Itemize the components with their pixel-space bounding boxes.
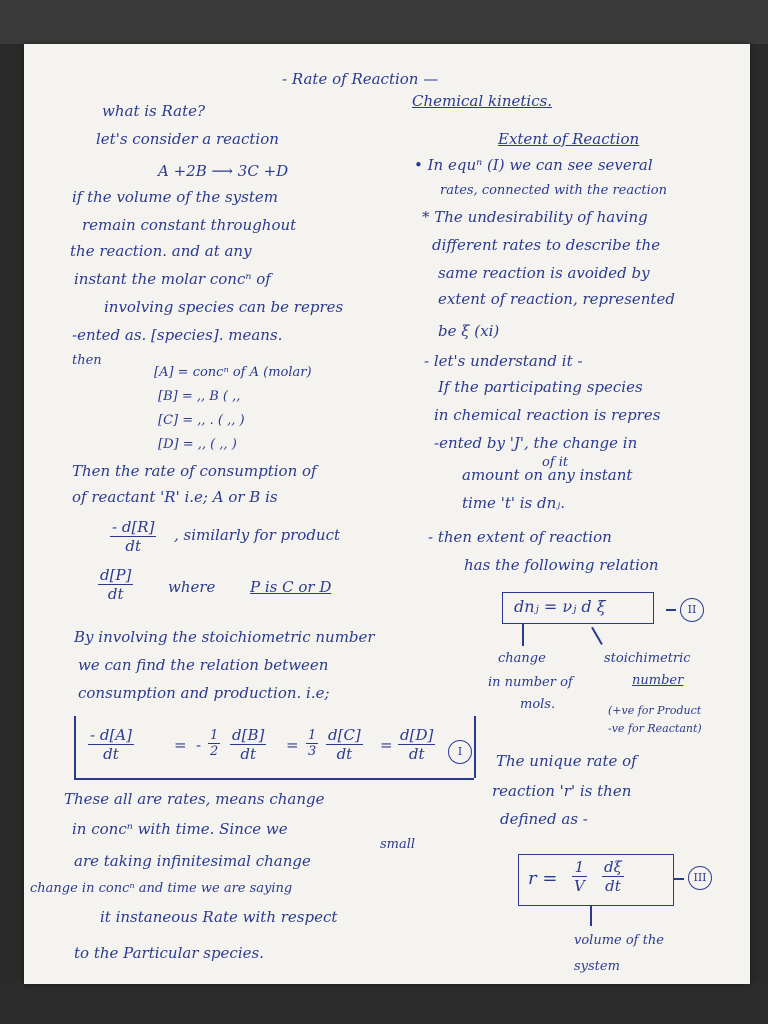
rate-reactant-den: dt (125, 537, 142, 555)
then-label: then (72, 353, 102, 368)
eq1-a-num: - d[A] (90, 726, 132, 744)
right-line-15: has the following relation (464, 556, 659, 574)
eq1-c-num: d[C] (328, 726, 361, 744)
eq1-a-fraction (88, 726, 134, 763)
eq1-b-coef-den: 2 (210, 744, 219, 759)
eq3-f1-num: 1 (572, 858, 587, 877)
left-line-1: what is Rate? (102, 102, 206, 120)
eq1-c-coef-num: 1 (308, 728, 317, 743)
right-line-7: be ξ (xi) (438, 322, 500, 340)
eq3-dash (674, 878, 684, 880)
similarly-text: , similarly for product (174, 526, 341, 544)
right-line-11: -ented by 'J', the change in (434, 434, 638, 452)
eq2-dash (666, 609, 676, 611)
eq1-c-coef (306, 728, 318, 759)
sign-note-1: (+ve for Product (608, 704, 702, 717)
eq1-b-fraction (230, 726, 266, 763)
right-line-17: reaction 'r' is then (492, 782, 632, 800)
p-is-text: P is C or D (250, 578, 332, 596)
left-line-16: are taking infinitesimal change (74, 852, 311, 870)
volume-label-2: system (574, 959, 620, 974)
right-line-14: - then extent of reaction (428, 528, 612, 546)
eq1-tag: I (448, 740, 472, 764)
left-line-6: instant the molar concⁿ of (74, 270, 271, 288)
eq2-tag: II (680, 598, 704, 622)
right-line-3: * The undesirability of having (422, 208, 648, 226)
eq3-fraction-1 (572, 858, 587, 895)
sign-note-2: -ve for Reactant) (608, 722, 702, 735)
rate-product-fraction (98, 566, 133, 603)
page-title: - Rate of Reaction — (282, 70, 439, 88)
left-line-17: change in concⁿ and time we are saying (30, 881, 293, 896)
eq1-c-fraction (326, 726, 363, 763)
eq1-right-bar (474, 716, 476, 778)
volume-label-1: volume of the (574, 933, 664, 948)
eq3-f2-num: dξ (604, 858, 622, 876)
conc-line-a: [A] = concⁿ of A (molar) (154, 365, 312, 380)
right-line-13: time 't' is dnⱼ. (462, 494, 565, 512)
eq2-arrow-change (522, 624, 524, 646)
left-line-14: These all are rates, means change (64, 790, 325, 808)
eq2-arrow-stoich (591, 627, 602, 645)
right-line-6: extent of reaction, represented (438, 290, 675, 308)
notebook-page (24, 44, 750, 984)
left-line-4: remain constant throughout (82, 216, 297, 234)
eq1-a-den: dt (103, 745, 119, 763)
eq1-equals-3: = (380, 736, 393, 754)
reaction-equation: A +2B ⟶ 3C +D (158, 162, 289, 180)
page-subtitle: Chemical kinetics. (412, 92, 553, 110)
left-line-8: -ented as. [species]. means. (72, 326, 283, 344)
left-line-12: we can find the relation between (78, 656, 329, 674)
where-text: where (168, 578, 216, 596)
stoich-label-1: stoichimetric (604, 651, 691, 666)
right-line-12: amount on any instant (462, 466, 633, 484)
of-it-annotation: of it (542, 455, 569, 470)
eq1-minus: - (196, 736, 202, 754)
right-line-5: same reaction is avoided by (438, 264, 650, 282)
rate-reactant-num: - d[R] (112, 518, 155, 536)
left-line-2: let's consider a reaction (96, 130, 279, 148)
eq3-f1-den: V (574, 877, 585, 895)
eq1-underline (74, 778, 474, 780)
right-line-18: defined as - (500, 810, 588, 828)
stoich-label-2: number (632, 673, 684, 688)
eq1-equals-2: = (286, 736, 299, 754)
eq1-b-den: dt (240, 745, 256, 763)
rate-product-den: dt (107, 585, 124, 603)
right-line-1: • In equⁿ (I) we can see several (414, 156, 653, 174)
background-top (0, 0, 768, 44)
conc-line-d: [D] = ,, ( ,, ) (158, 437, 237, 452)
eq1-b-coef (208, 728, 220, 759)
eq1-b-coef-num: 1 (210, 728, 219, 743)
rate-product-num: d[P] (100, 566, 132, 584)
left-line-15: in concⁿ with time. Since we (72, 820, 288, 838)
eq1-equals-1: = (174, 736, 187, 754)
small-annotation: small (380, 837, 416, 852)
eq1-left-bar (74, 716, 76, 778)
eq3-lhs: r = (528, 868, 558, 889)
right-line-9: If the participating species (438, 378, 643, 396)
left-line-13: consumption and production. i.e; (78, 684, 330, 702)
eq1-d-den: dt (408, 745, 425, 763)
left-line-9: Then the rate of consumption of (72, 462, 317, 480)
conc-line-c: [C] = ,, . ( ,, ) (158, 413, 245, 428)
eq1-c-den: dt (336, 745, 353, 763)
conc-line-b: [B] = ,, B ( ,, (158, 389, 241, 404)
eq3-tag: III (688, 866, 712, 890)
eq3-arrow-volume (590, 906, 592, 926)
left-line-7: involving species can be repres (104, 298, 344, 316)
eq1-b-num: d[B] (232, 726, 265, 744)
left-line-3: if the volume of the system (72, 188, 278, 206)
change-label-1: change (498, 651, 546, 666)
eq2-text: dnⱼ = νⱼ d ξ (514, 597, 606, 616)
right-line-16: The unique rate of (496, 752, 637, 770)
extent-heading: Extent of Reaction (498, 130, 640, 148)
eq1-d-num: d[D] (400, 726, 434, 744)
rate-reactant-fraction (110, 518, 156, 555)
left-line-18: it instaneous Rate with respect (100, 908, 338, 926)
left-line-19: to the Particular species. (74, 944, 264, 962)
change-label-3: mols. (520, 697, 556, 712)
right-line-10: in chemical reaction is repres (434, 406, 661, 424)
eq3-f2-den: dt (605, 877, 621, 895)
change-label-2: in number of (488, 675, 573, 690)
right-line-8: - let's understand it - (424, 352, 583, 370)
right-line-4: different rates to describe the (432, 236, 661, 254)
right-line-2: rates, connected with the reaction (440, 183, 667, 198)
left-line-11: By involving the stoichiometric number (74, 628, 375, 646)
left-line-5: the reaction. and at any (70, 242, 252, 260)
background-bottom (0, 982, 768, 1024)
eq1-c-coef-den: 3 (308, 744, 317, 759)
left-line-10: of reactant 'R' i.e; A or B is (72, 488, 278, 506)
eq1-d-fraction (398, 726, 435, 763)
eq3-fraction-2 (602, 858, 624, 895)
